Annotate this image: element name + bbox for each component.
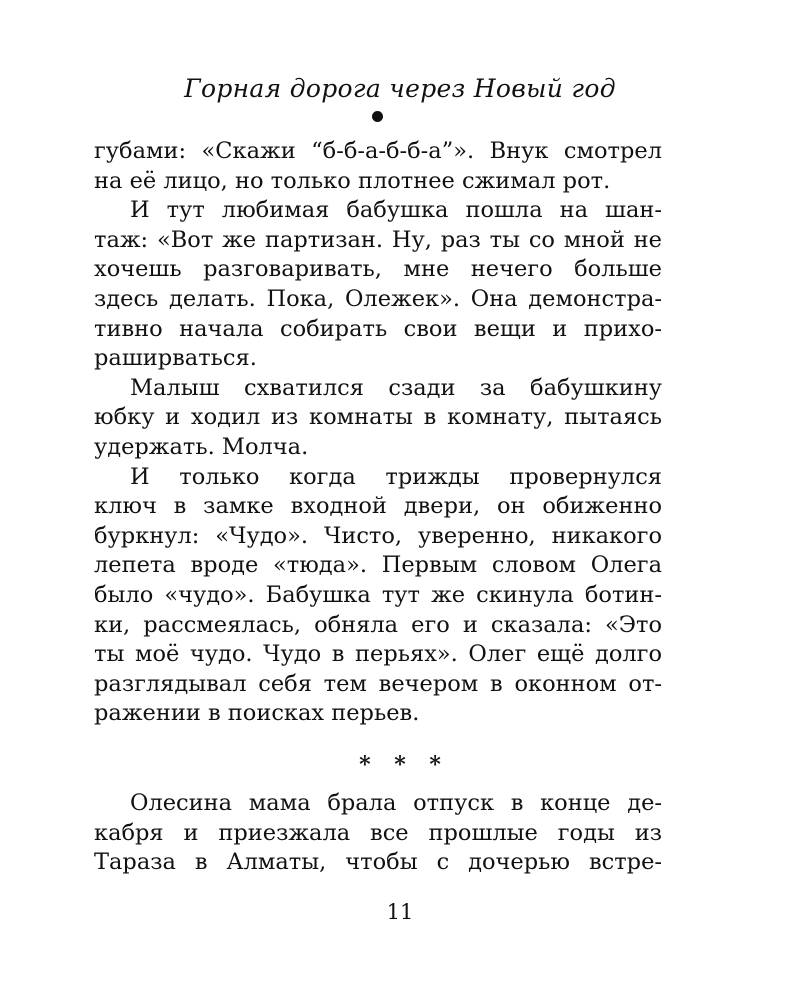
text-line: ключ в замке входной двери, он обиженно	[94, 493, 662, 520]
text-line: разглядывал себя тем вечером в оконном от-	[94, 670, 662, 697]
text-line: тивно начала собирать свои вещи и прихо-	[94, 315, 662, 342]
text-line: ты моё чудо. Чудо в перьях». Олег ещё долго	[94, 641, 662, 668]
text-line: кабря и приезжала все прошлые годы из	[94, 819, 662, 846]
text-line: ражении в поисках перьев.	[94, 700, 420, 727]
text-line: Олесина мама брала отпуск в конце де-	[130, 790, 662, 816]
text-line: губами: «Скажи “б-б-а-б-б-а”». Внук смотрел	[94, 138, 662, 164]
running-head-bullet	[372, 111, 383, 122]
text-line: удержать. Молча.	[94, 433, 309, 460]
text-line: здесь делать. Пока, Олежек». Она демонстра-	[94, 285, 662, 312]
text-line: лепета вроде «тюда». Первым словом Олега	[94, 552, 662, 579]
text-line: на её лицо, но только плотнее сжимал рот.	[94, 167, 611, 194]
main-text-continued	[94, 789, 662, 878]
text-line: раширваться.	[94, 345, 257, 372]
text-line: Тараза в Алматы, чтобы с дочерью встре-	[94, 849, 662, 876]
text-line: таж: «Вот же партизан. Ну, раз ты со мной не	[94, 226, 662, 253]
text-line: хочешь разговаривать, мне нечего больше	[94, 256, 662, 283]
main-text	[94, 137, 662, 729]
text-line: было «чудо». Бабушка тут же скинула ботин-	[94, 581, 662, 608]
text-line: ки, рассмеялась, обняла его и сказала: «Это	[94, 611, 662, 638]
text-line: И тут любимая бабушка пошла на шан-	[130, 197, 662, 224]
section-separator: * * *	[359, 752, 449, 778]
text-line: юбку и ходил из комнаты в комнату, пытаясь	[94, 404, 662, 431]
text-line: И только когда трижды провернулся	[130, 463, 662, 490]
running-head: Горная дорога через Новый год	[184, 74, 616, 103]
text-line: буркнул: «Чудо». Чисто, уверенно, никакого	[94, 522, 662, 549]
text-line: Малыш схватился сзади за бабушкину	[130, 374, 662, 401]
page-number: 11	[386, 900, 414, 924]
